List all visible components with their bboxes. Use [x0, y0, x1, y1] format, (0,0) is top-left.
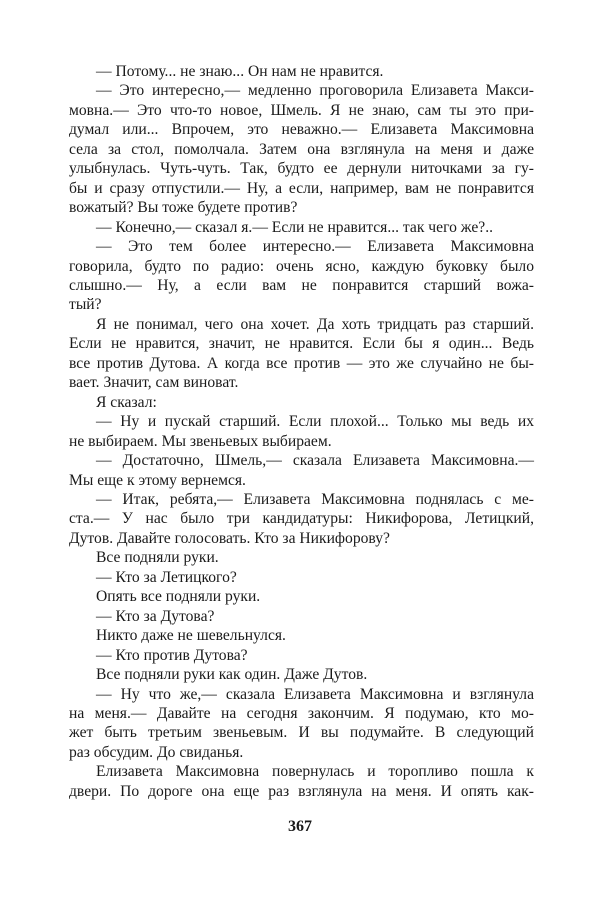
paragraph [69, 490, 534, 548]
text-line: Дутов. Давайте голосовать. Кто за Никифорову? [69, 529, 390, 547]
paragraph [69, 548, 534, 567]
text-line: не выбираем. Мы звеньевых выбираем. [69, 432, 332, 450]
text-line: Если не нравится, значит, не нравится. Если бы я один... Ведь [69, 335, 534, 353]
paragraph [69, 587, 534, 606]
text-line: — Это интересно,— медленно проговорила Елизавета Макси- [96, 82, 534, 100]
book-page-text [69, 62, 534, 801]
text-line: — Ну что же,— сказала Елизавета Максимовна и взглянула [96, 685, 534, 703]
paragraph [69, 646, 534, 665]
paragraph [69, 218, 534, 237]
text-line: Все подняли руки. [96, 549, 219, 567]
text-line: — Достаточно, Шмель,— сказала Елизавета Максимовна.— [96, 452, 534, 470]
text-line: Я не понимал, чего она хочет. Да хоть тридцать раз старший. [96, 315, 534, 333]
text-line: двери. По дороге она еще раз взглянула на меня. И опять как- [69, 782, 534, 800]
paragraph [69, 762, 534, 801]
paragraph [69, 412, 534, 451]
text-line: Елизавета Максимовна повернулась и торопливо пошла к [96, 763, 534, 781]
text-line: — Кто за Дутова? [96, 607, 215, 625]
paragraph [69, 315, 534, 393]
text-line: говорила, будто по радио: очень ясно, каждую буковку было [69, 257, 534, 275]
paragraph [69, 451, 534, 490]
paragraph [69, 685, 534, 763]
text-line: вает. Значит, сам виноват. [69, 374, 239, 392]
text-line: Мы еще к этому вернемся. [69, 471, 246, 489]
paragraph [69, 393, 534, 412]
text-line: раз обсудим. До свиданья. [69, 743, 244, 761]
text-line: жет быть третьим звеньевым. И вы подумайте. В следующий [69, 724, 534, 742]
text-line: все против Дутова. А когда все против — это же случайно не бы- [69, 354, 534, 372]
paragraph [69, 568, 534, 587]
text-line: Я сказал: [96, 393, 157, 411]
text-line: слышно.— Ну, а если вам не понравится старший вожа- [69, 276, 534, 294]
paragraph [69, 626, 534, 645]
page-number: 367 [288, 818, 312, 835]
text-line: — Кто за Летицкого? [96, 568, 237, 586]
text-line: Никто даже не шевельнулся. [96, 627, 286, 645]
text-line: думал или... Впрочем, это неважно.— Елизавета Максимовна [69, 121, 534, 139]
paragraph [69, 62, 534, 81]
text-line: тый? [69, 296, 102, 314]
text-line: — Потому... не знаю... Он нам не нравится. [96, 63, 384, 80]
text-line: ста.— У нас было три кандидатуры: Никифорова, Летицкий, [69, 510, 534, 528]
paragraph [69, 607, 534, 626]
paragraph [69, 237, 534, 315]
text-line: — Конечно,— сказал я.— Если не нравится... так чего же?.. [96, 218, 493, 236]
text-line: Все подняли руки как один. Даже Дутов. [96, 666, 368, 684]
text-line: — Ну и пускай старший. Если плохой... Только мы ведь их [96, 413, 534, 431]
text-line: — Кто против Дутова? [96, 646, 248, 664]
text-line: села за стол, помолчала. Затем она взглянула на меня и даже [69, 140, 534, 158]
text-line: — Это тем более интересно.— Елизавета Максимовна [96, 238, 534, 256]
text-line: вожатый? Вы тоже будете против? [69, 199, 298, 217]
text-line: — Итак, ребята,— Елизавета Максимовна поднялась с ме- [96, 490, 534, 508]
text-line: на меня.— Давайте на сегодня закончим. Я подумаю, кто мо- [69, 704, 534, 722]
text-line: улыбнулась. Чуть-чуть. Так, будто ее дернули ниточками за гу- [69, 160, 534, 178]
paragraph [69, 665, 534, 684]
paragraph [69, 81, 534, 217]
text-line: мовна.— Это что-то новое, Шмель. Я не знаю, сам ты это при- [69, 101, 534, 119]
text-line: бы и сразу отпустили.— Ну, а если, например, вам не понравится [69, 179, 534, 197]
text-line: Опять все подняли руки. [96, 588, 261, 606]
